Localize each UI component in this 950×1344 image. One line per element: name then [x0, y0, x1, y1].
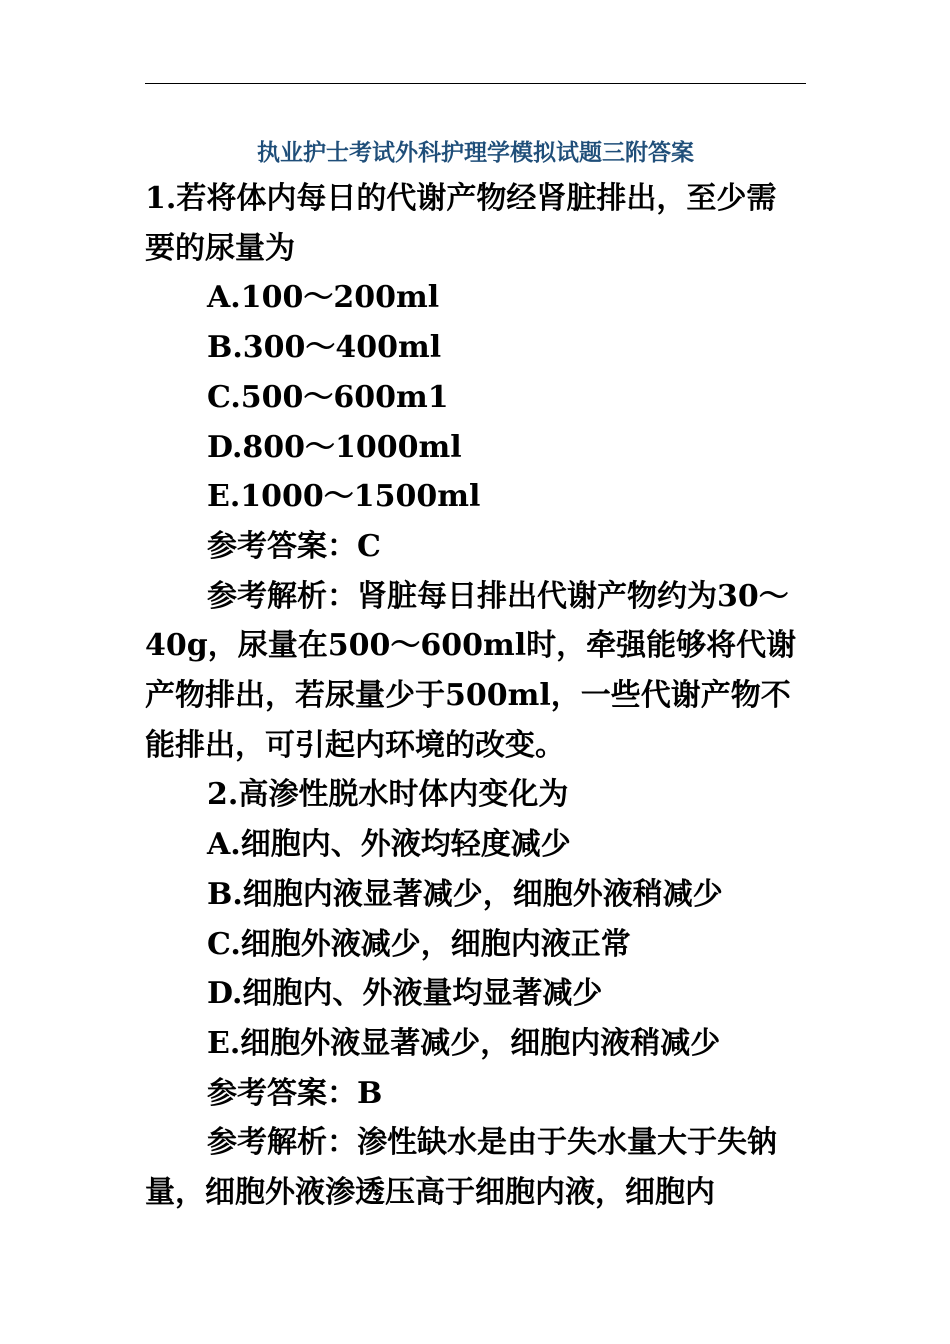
question-1-stem: 1.若将体内每日的代谢产物经肾脏排出，至少需要的尿量为 — [145, 181, 777, 266]
question-2-option-d: D.细胞内、外液量均显著减少 — [207, 976, 603, 1012]
question-1-analysis: 参考解析：肾脏每日排出代谢产物约为30～40g，尿量在500～600ml时，牵强能够将代谢产物排出，若尿量少于500ml，一些代谢产物不能排出，可引起内环境的改变。 — [145, 578, 797, 763]
question-2-option-a: A.细胞内、外液均轻度减少 — [207, 827, 571, 863]
question-2-option-b: B.细胞内液显著减少，细胞外液稍减少 — [207, 876, 723, 912]
question-1-option-d: D.800～1000ml — [207, 429, 462, 465]
question-1-option-a: A.100～200ml — [207, 280, 440, 316]
document-title: 执业护士考试外科护理学模拟试题三附答案 — [257, 139, 694, 166]
question-2-stem: 2.高渗性脱水时体内变化为 — [207, 777, 569, 813]
question-1-answer: 参考答案：C — [207, 528, 381, 564]
question-1-option-c: C.500～600m1 — [207, 379, 449, 415]
question-1-option-e: E.1000～1500ml — [207, 479, 481, 515]
question-2-option-c: C.细胞外液减少，细胞内液正常 — [207, 926, 631, 962]
document-body — [145, 174, 806, 1218]
question-1-option-b: B.300～400ml — [207, 330, 442, 366]
question-2-option-e: E.细胞外液显著减少，细胞内液稍减少 — [207, 1025, 721, 1061]
header-rule — [145, 83, 806, 84]
question-2-answer: 参考答案：B — [207, 1075, 383, 1111]
question-2-analysis: 参考解析：渗性缺水是由于失水量大于失钠量，细胞外液渗透压高于细胞内液，细胞内 — [145, 1125, 777, 1211]
